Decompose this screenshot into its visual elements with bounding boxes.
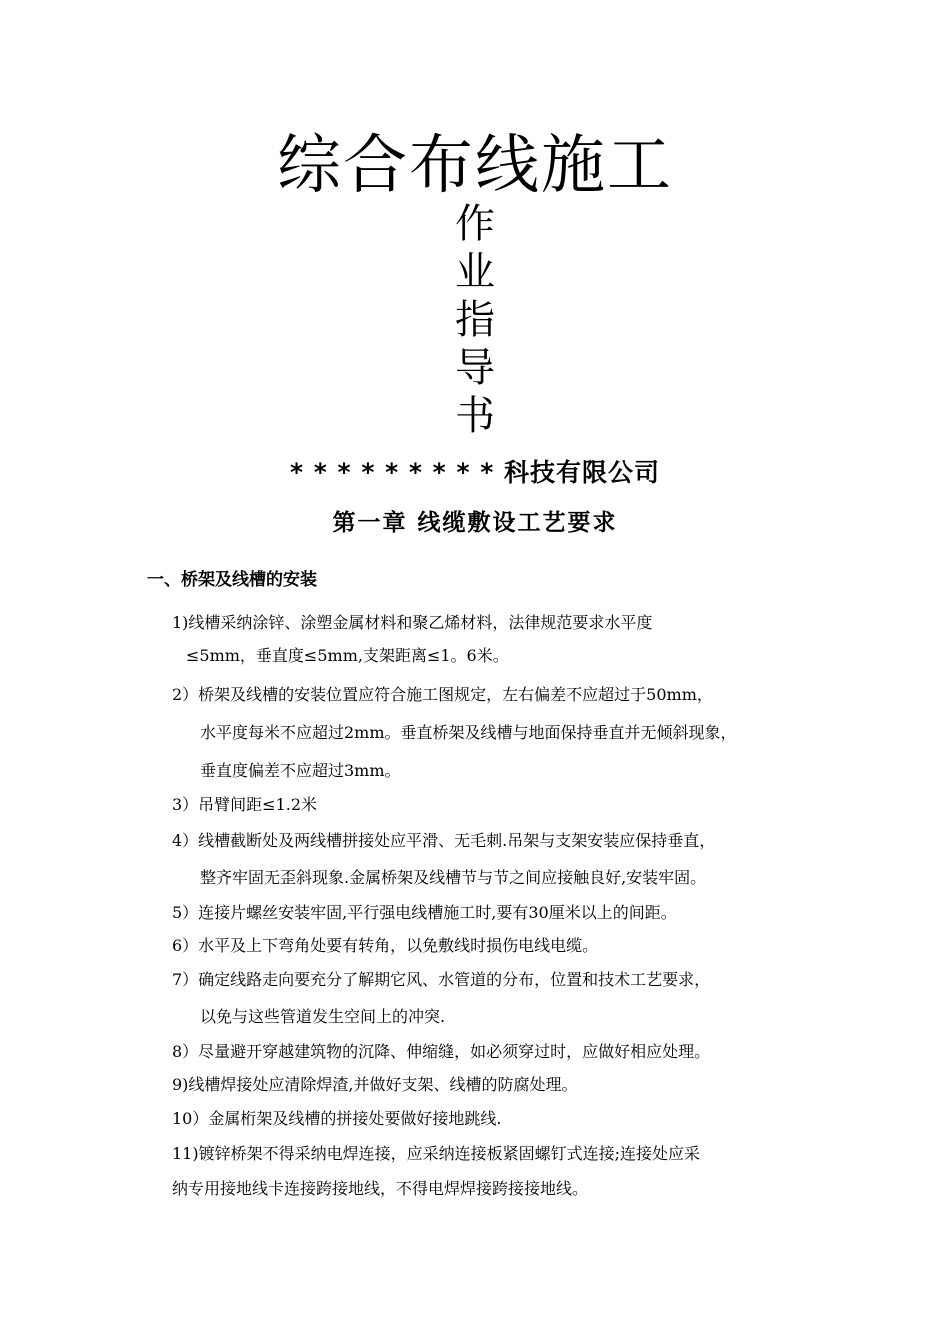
- body-line: 3）吊臂间距≤1.2米: [172, 795, 318, 814]
- document-title: 综合布线施工: [277, 129, 673, 203]
- body-line: 以免与这些管道发生空间上的冲突.: [200, 1007, 446, 1026]
- body-line: 6）水平及上下弯角处要有转角，以免敷线时损伤电线电缆。: [172, 936, 599, 955]
- vertical-subtitle-char: 业: [455, 249, 495, 295]
- vertical-subtitle-char: 书: [455, 393, 495, 439]
- body-line: 9)线槽焊接处应清除焊渣,并做好支架、线槽的防腐处理。: [172, 1075, 578, 1094]
- company-name: * * * * * * * * * 科技有限公司: [290, 458, 660, 487]
- body-line: 2）桥架及线槽的安装位置应符合施工图规定，左右偏差不应超过于50mm，: [172, 685, 713, 704]
- vertical-subtitle-char: 作: [455, 201, 495, 247]
- body-line: 10）金属桁架及线槽的拼接处要做好接地跳线.: [172, 1109, 502, 1128]
- body-line: 8）尽量避开穿越建筑物的沉降、伸缩缝，如必须穿过时，应做好相应处理。: [172, 1042, 711, 1061]
- body-line: 11)镀锌桥架不得采纳电焊连接，应采纳连接板紧固螺钉式连接;连接处应采: [172, 1144, 700, 1163]
- vertical-subtitle-char: 指: [455, 297, 495, 343]
- chapter-heading: 第一章 线缆敷设工艺要求: [332, 510, 618, 536]
- body-line: 垂直度偏差不应超过3mm。: [200, 761, 401, 780]
- vertical-subtitle: [0, 200, 950, 440]
- body-line: 5）连接片螺丝安装牢固,平行强电线槽施工时,要有30厘米以上的间距。: [172, 903, 677, 922]
- body-line: 纳专用接地线卡连接跨接地线，不得电焊焊接跨接接地线。: [172, 1179, 589, 1198]
- vertical-subtitle-char: 导: [455, 345, 495, 391]
- body-line: ≤5mm，垂直度≤5mm,支架距离≤1。6米。: [186, 646, 509, 665]
- body-line: 7）确定线路走向要充分了解期它风、水管道的分布，位置和技术工艺要求，: [172, 970, 711, 989]
- body-line: 水平度每米不应超过2mm。垂直桥架及线槽与地面保持垂直并无倾斜现象，: [200, 723, 737, 742]
- body-line: 4）线槽截断处及两线槽拼接处应平滑、无毛刺.吊架与支架安装应保持垂直，: [172, 831, 716, 850]
- body-line: 整齐牢固无歪斜现象.金属桥架及线槽节与节之间应接触良好,安装牢固。: [200, 868, 707, 887]
- body-line: 1)线槽采纳涂锌、涂塑金属材料和聚乙烯材料，法律规范要求水平度: [172, 613, 653, 632]
- section-heading: 一、桥架及线槽的安装: [147, 570, 317, 590]
